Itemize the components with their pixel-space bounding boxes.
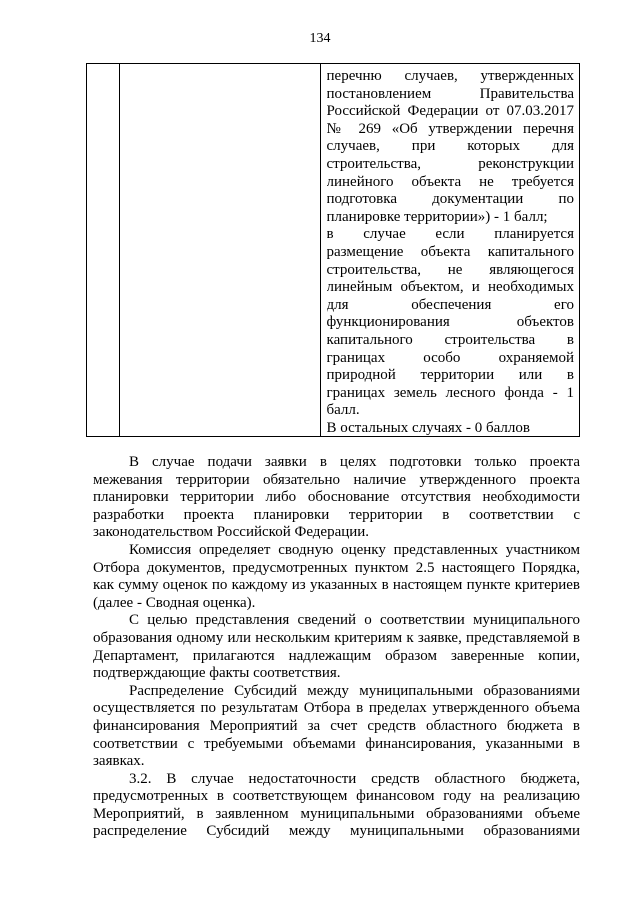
paragraph-line: В случае подачи заявки в целях подготовки только проекта [129, 454, 580, 470]
table-cell-criterion [120, 64, 321, 437]
paragraph-line: Комиссия определяет сводную оценку представленных участником [129, 541, 580, 558]
table-text-line: границах особо охраняемой [326, 349, 574, 366]
table-text-line: перечню случаев, утвержденных [326, 68, 574, 84]
paragraph-line: Отбора документов, предусмотренных пунктом 2.5 настоящего Порядка, [93, 559, 580, 576]
paragraph-line: С целью представления сведений о соответствии муниципального [129, 612, 580, 629]
table-text-line: планировке территории») - 1 балл; [326, 208, 548, 225]
table-text-line: случаев, при которых для [326, 138, 574, 155]
paragraph-line: финансирования Мероприятий за счет средств областного бюджета в [93, 717, 580, 734]
paragraph-line: (далее - Сводная оценка). [93, 594, 256, 611]
paragraph-line: планировки территории либо обоснование отсутствия необходимости [93, 489, 580, 506]
table-text-line: капитального строительства в [326, 331, 574, 348]
paragraph-line: осуществляется по результатам Отбора в пределах утвержденного объема [93, 700, 580, 717]
paragraph-line: Мероприятий, в заявленном муниципальными образованиями объеме [93, 805, 580, 822]
paragraph-line: межевания территории обязательно наличие утвержденного проекта [93, 471, 580, 488]
paragraph-line: образования одному или нескольким критериям к заявке, представляемой в [93, 629, 580, 646]
paragraph-line: заявках. [93, 753, 145, 770]
paragraph-line: Департамент, прилагаются надлежащим образом заверенные копии, [93, 647, 580, 664]
paragraph-line: как сумму оценок по каждому из указанных в настоящем пункте критериев [93, 577, 580, 594]
table-text-line: природной территории или в [326, 367, 574, 384]
table-text-line: строительства, реконструкции [326, 155, 574, 172]
paragraph-line: соответствии с требуемыми объемами финансирования, указанными в [93, 735, 580, 752]
paragraph [93, 542, 580, 612]
table-text-line: размещение объекта капитального [326, 243, 574, 260]
table-text-line: в случае если планируется [326, 226, 574, 243]
body-text [93, 454, 580, 841]
table-text-line: для обеспечения его [326, 296, 574, 313]
paragraph-line: распределение Субсидий между муниципальными образованиями [93, 823, 580, 840]
paragraph [93, 771, 580, 841]
table-text-line: строительства, не являющегося [326, 261, 574, 278]
paragraph-line: разработки проекта планировки территории в соответствии с [93, 506, 580, 523]
table-text-line: линейного объекта не требуется [326, 173, 574, 190]
paragraph-line: предусмотренных в соответствующем финансовом году на реализацию [93, 788, 580, 805]
paragraph-line: 3.2. В случае недостаточности средств областного бюджета, [129, 770, 580, 787]
paragraph [93, 454, 580, 542]
paragraph [93, 612, 580, 682]
paragraph-line: подтверждающие факты соответствия. [93, 665, 341, 682]
paragraph-line: Распределение Субсидий между муниципальными образованиями [129, 682, 580, 699]
table-text-line: балл. [326, 402, 360, 419]
table-text-line: постановлением Правительства [326, 85, 574, 102]
table-text-line: функционирования объектов [326, 314, 574, 331]
table-text-line: № 269 «Об утверждении перечня [326, 120, 574, 137]
paragraph [93, 683, 580, 771]
table-cell-number [87, 64, 120, 437]
table-text-line: линейным объектом, и необходимых [326, 279, 574, 296]
table-text-line: границах земель лесного фонда - 1 [326, 384, 574, 401]
criteria-table [86, 63, 580, 437]
table-text-line: Российской Федерации от 07.03.2017 [326, 103, 574, 120]
paragraph-line: законодательством Российской Федерации. [93, 524, 370, 541]
table-cell-scoring [321, 64, 580, 437]
table-text-line: подготовка документации по [326, 191, 574, 208]
page-number: 134 [309, 31, 331, 46]
table-text-line: В остальных случаях - 0 баллов [326, 419, 530, 436]
